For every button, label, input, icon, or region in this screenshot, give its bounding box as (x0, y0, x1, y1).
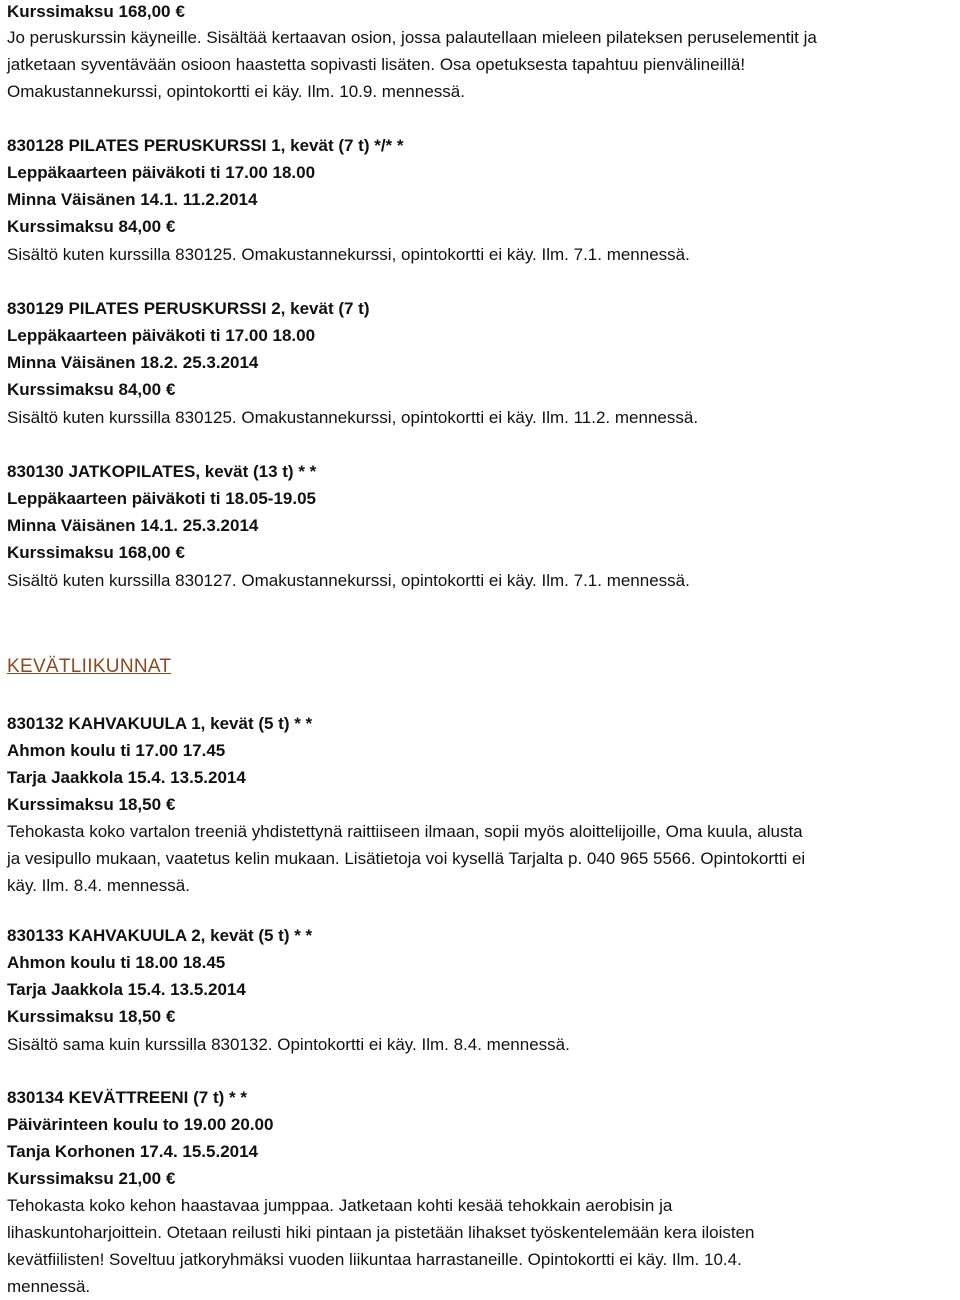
euro-symbol: € (175, 2, 185, 21)
course-place: Päivärinteen koulu to 19.00 20.00 (7, 1115, 274, 1134)
course-place: Leppäkaarteen päiväkoti ti 17.00 18.00 (7, 163, 316, 182)
course-description: käy. Ilm. 8.4. mennessä. (7, 876, 190, 895)
course-description: Sisältö kuten kurssilla 830127. Omakustannekurssi, opintokortti ei käy. Ilm. 7.1. mennessä. (7, 571, 690, 590)
euro-symbol: € (166, 217, 176, 236)
course-description: Tehokasta koko kehon haastavaa jumppaa. Jatketaan kohti kesää tehokkain aerobisin ja (7, 1196, 673, 1215)
course-fee: Kurssimaksu 18,50 € (7, 1007, 176, 1026)
intro-text-line: Jo peruskurssin käyneille. Sisältää kertaavan osion, jossa palautellaan mieleen pilateksen peruselementit ja (7, 28, 817, 47)
euro-symbol: € (166, 1169, 176, 1188)
course-title: 830129 PILATES PERUSKURSSI 2, kevät (7 t) (7, 299, 370, 318)
intro-text-line: jatketaan syventävään osioon haastetta sopivasti lisäten. Osa opetuksesta tapahtuu pienvälineillä! (7, 55, 746, 74)
section-heading: KEVÄTLIIKUNNAT (7, 656, 172, 677)
course-description: lihaskuntoharjoittein. Otetaan reilusti hiki pintaan ja pistetään lihakset työskentelemään kera iloisten (7, 1223, 755, 1242)
course-fee: Kurssimaksu 21,00 € (7, 1169, 176, 1188)
course-place: Ahmon koulu ti 17.00 17.45 (7, 741, 226, 760)
euro-symbol: € (166, 380, 176, 399)
course-title: 830128 PILATES PERUSKURSSI 1, kevät (7 t) */* * (7, 136, 404, 155)
course-fee: Kurssimaksu 18,50 € (7, 795, 176, 814)
course-teacher: Minna Väisänen 18.2. 25.3.2014 (7, 353, 259, 372)
course-description: Sisältö kuten kurssilla 830125. Omakustannekurssi, opintokortti ei käy. Ilm. 7.1. mennessä. (7, 245, 690, 264)
course-description: ja vesipullo mukaan, vaatetus kelin mukaan. Lisätietoja voi kysellä Tarjalta p. 040 965 5566. Opintokortti ei (7, 849, 806, 868)
course-teacher: Minna Väisänen 14.1. 25.3.2014 (7, 516, 259, 535)
course-description: Sisältö kuten kurssilla 830125. Omakustannekurssi, opintokortti ei käy. Ilm. 11.2. mennessä. (7, 408, 699, 427)
course-description: mennessä. (7, 1277, 91, 1296)
course-fee: Kurssimaksu 84,00 € (7, 380, 176, 399)
course-title: 830130 JATKOPILATES, kevät (13 t) * * (7, 462, 317, 481)
course-title: 830134 KEVÄTTREENI (7 t) * * (7, 1088, 247, 1107)
intro-text-line: Omakustannekurssi, opintokortti ei käy. Ilm. 10.9. mennessä. (7, 82, 465, 101)
euro-symbol: € (166, 1007, 176, 1026)
course-fee: Kurssimaksu 84,00 € (7, 217, 176, 236)
course-title: 830133 KAHVAKUULA 2, kevät (5 t) * * (7, 926, 313, 945)
course-fee: Kurssimaksu 168,00 € (7, 543, 185, 562)
course-place: Ahmon koulu ti 18.00 18.45 (7, 953, 226, 972)
course-place: Leppäkaarteen päiväkoti ti 18.05-19.05 (7, 489, 316, 508)
course-teacher: Minna Väisänen 14.1. 11.2.2014 (7, 190, 258, 209)
euro-symbol: € (166, 795, 176, 814)
intro-fee: Kurssimaksu 168,00 € (7, 2, 185, 21)
course-teacher: Tanja Korhonen 17.4. 15.5.2014 (7, 1142, 259, 1161)
course-place: Leppäkaarteen päiväkoti ti 17.00 18.00 (7, 326, 316, 345)
course-title: 830132 KAHVAKUULA 1, kevät (5 t) * * (7, 714, 313, 733)
course-description: Sisältö sama kuin kurssilla 830132. Opintokortti ei käy. Ilm. 8.4. mennessä. (7, 1035, 570, 1054)
course-description: Tehokasta koko vartalon treeniä yhdistettynä raittiiseen ilmaan, sopii myös aloittelijoille, Oma kuula, alusta (7, 822, 803, 841)
course-teacher: Tarja Jaakkola 15.4. 13.5.2014 (7, 768, 246, 787)
euro-symbol: € (175, 543, 185, 562)
course-description: kevätfiilisten! Soveltuu jatkoryhmäksi vuoden liikuntaa harrastaneille. Opintokortti ei käy. Ilm. 10.4. (7, 1250, 742, 1269)
course-teacher: Tarja Jaakkola 15.4. 13.5.2014 (7, 980, 246, 999)
